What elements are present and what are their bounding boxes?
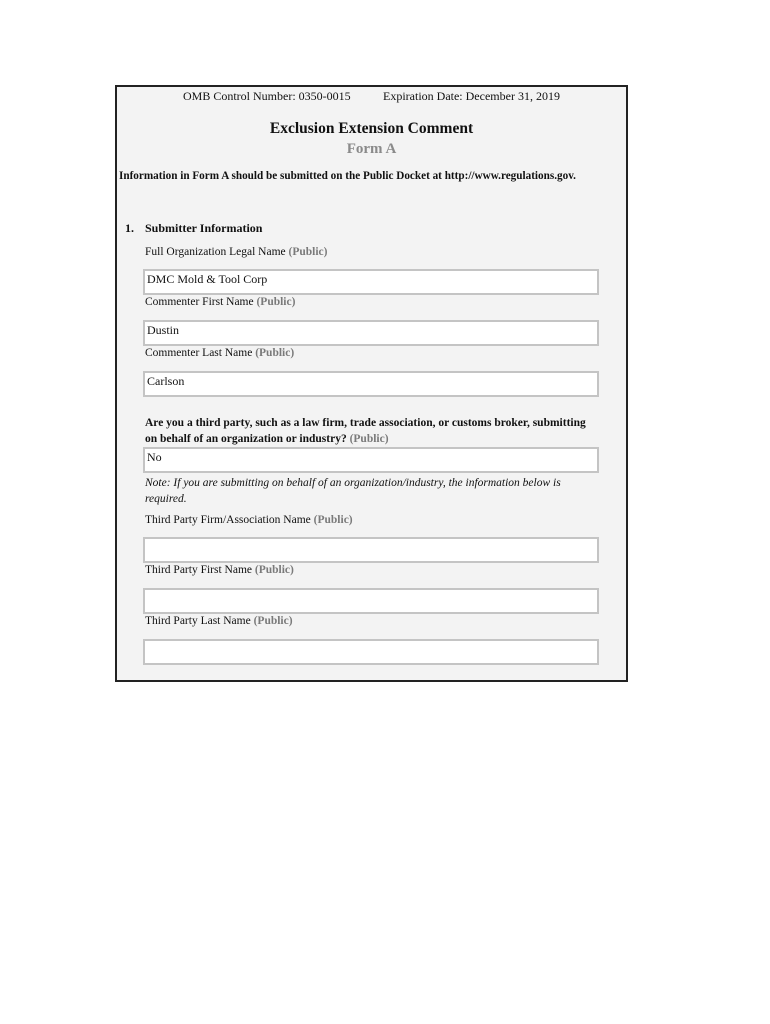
public-tag: (Public) [288, 246, 328, 258]
first-name-field[interactable] [143, 320, 599, 346]
section-title: Submitter Information [145, 221, 263, 235]
org-name-label-text: Full Organization Legal Name [145, 246, 286, 258]
tp-first-name-label [145, 564, 294, 576]
public-tag: (Public) [349, 433, 389, 445]
last-name-value: Carlson [147, 374, 185, 388]
form-subtitle: Form A [346, 141, 397, 157]
tp-last-name-field[interactable] [143, 639, 599, 665]
expiration-date: Expiration Date: December 31, 2019 [383, 89, 560, 103]
public-tag: (Public) [254, 564, 294, 576]
omb-control-number: OMB Control Number: 0350-0015 [183, 89, 351, 103]
form-a [115, 85, 628, 682]
section-number: 1. [125, 221, 134, 235]
tp-firm-label-text: Third Party Firm/Association Name [145, 514, 311, 526]
last-name-field[interactable] [143, 371, 599, 397]
third-party-question-text: Are you a third party, such as a law firm, trade association, or customs broker, submitting on behalf of an organization or industry? [145, 417, 586, 445]
submission-info: Information in Form A should be submitted on the Public Docket at http://www.regulations.gov. [119, 170, 576, 182]
last-name-label [145, 347, 294, 359]
tp-last-name-label-text: Third Party Last Name [145, 615, 251, 627]
org-name-value: DMC Mold & Tool Corp [147, 272, 268, 286]
public-tag: (Public) [255, 347, 295, 359]
tp-firm-label [145, 514, 353, 526]
third-party-question [145, 415, 595, 447]
tp-first-name-field[interactable] [143, 588, 599, 614]
first-name-label-text: Commenter First Name [145, 296, 254, 308]
tp-firm-field[interactable] [143, 537, 599, 563]
third-party-note: Note: If you are submitting on behalf of an organization/industry, the information below is required. [145, 477, 561, 505]
third-party-value: No [147, 450, 162, 464]
tp-first-name-label-text: Third Party First Name [145, 564, 252, 576]
public-tag: (Public) [256, 296, 296, 308]
last-name-label-text: Commenter Last Name [145, 347, 253, 359]
tp-last-name-label [145, 615, 293, 627]
org-name-field[interactable] [143, 269, 599, 295]
form-title: Exclusion Extension Comment [269, 120, 474, 137]
first-name-value: Dustin [147, 323, 180, 337]
public-tag: (Public) [313, 514, 353, 526]
org-name-label [145, 246, 327, 258]
third-party-field[interactable] [143, 447, 599, 473]
public-tag: (Public) [253, 615, 293, 627]
first-name-label [145, 296, 295, 308]
